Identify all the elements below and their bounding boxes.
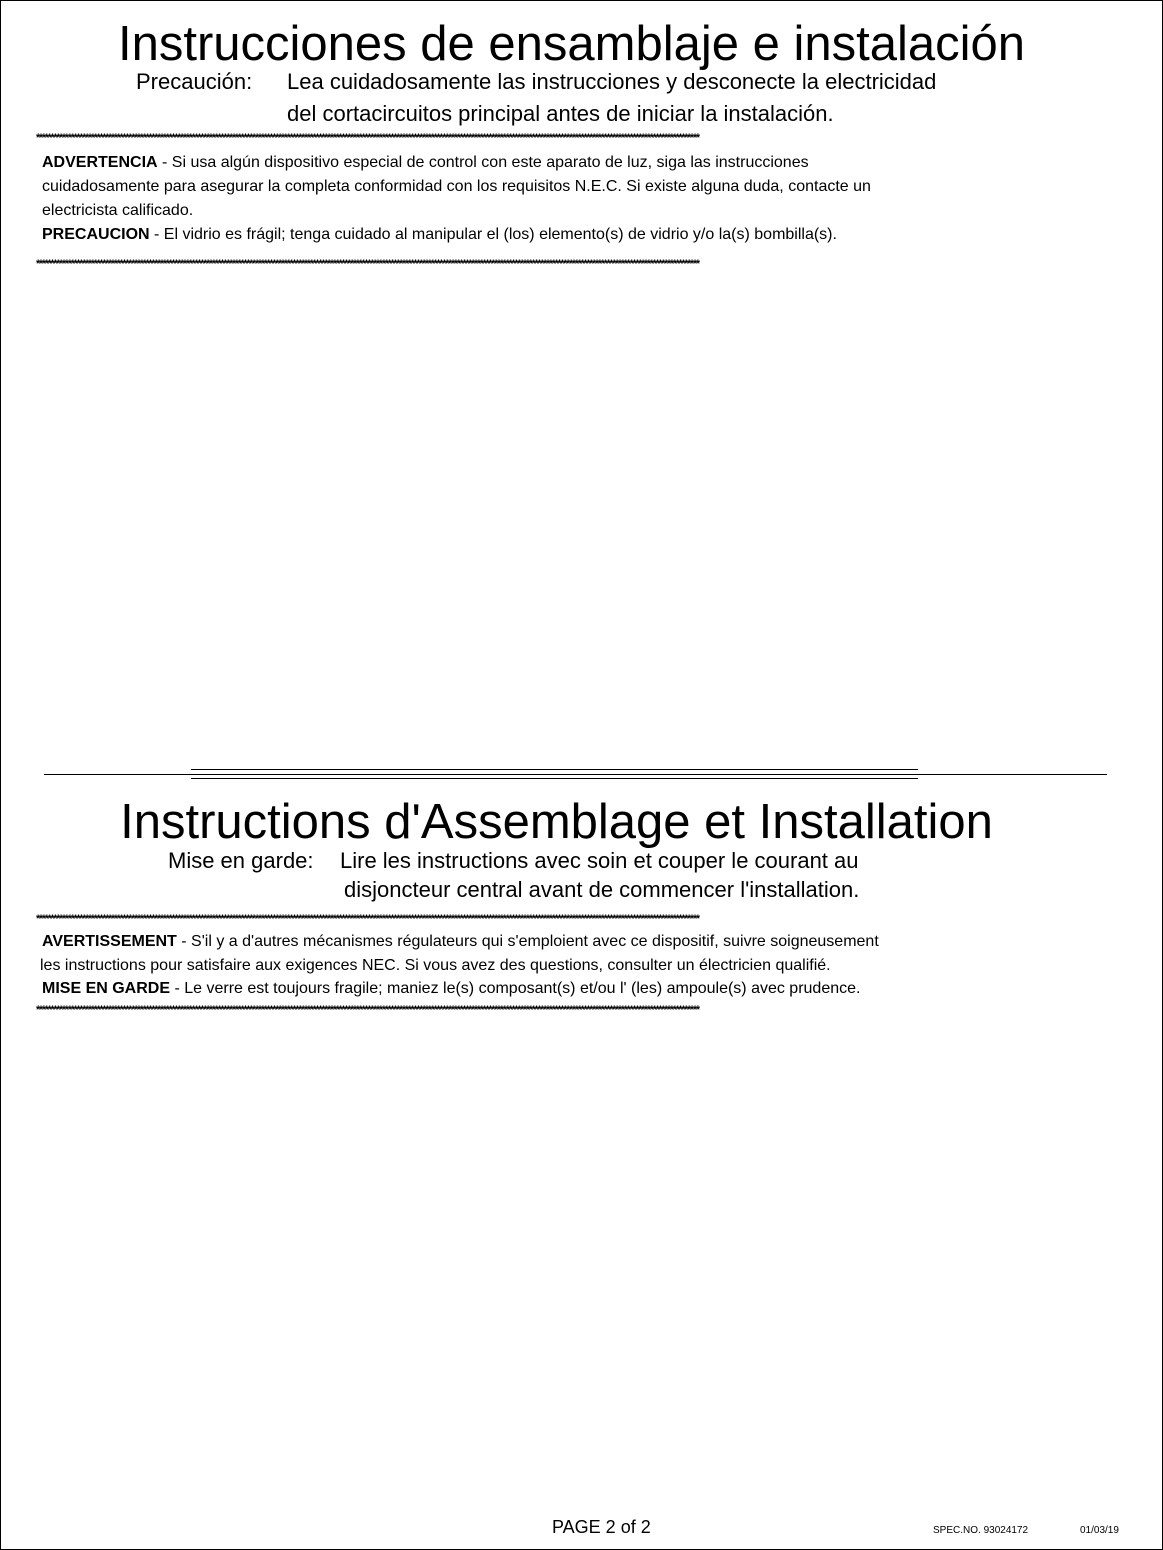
spanish-warning-text-1: - Si usa algún dispositivo especial de control con este aparato de luz, siga las instrucciones: [157, 154, 809, 171]
separator-stars: **************************************************************************************************************************************************************************************************************************************: [36, 1004, 699, 1016]
spanish-warning-line-1: [42, 151, 809, 175]
french-warning-line-1: [42, 930, 879, 954]
spanish-caution-line-2: del cortacircuitos principal antes de iniciar la instalación.: [287, 101, 834, 126]
spanish-precaution-text: - El vidrio es frágil; tenga cuidado al manipular el (los) elemento(s) de vidrio y/o la(s) bombilla(s).: [149, 226, 837, 243]
french-caution-label: Mise en garde:: [168, 848, 314, 873]
french-precaution-text: - Le verre est toujours fragile; maniez le(s) composant(s) et/ou l' (les) ampoule(s) avec prudence.: [170, 980, 861, 997]
section-divider-line: [44, 774, 1107, 775]
french-caution-line-1: Lire les instructions avec soin et couper le courant au: [340, 848, 859, 873]
separator-stars: **************************************************************************************************************************************************************************************************************************************: [36, 258, 699, 270]
french-warning-text-1: - S'il y a d'autres mécanismes régulateurs qui s'emploient avec ce dispositif, suivre soigneusement: [176, 933, 879, 950]
section-divider-line: [191, 778, 918, 779]
french-precaution-label: MISE EN GARDE: [42, 980, 171, 997]
spanish-precaution-label: PRECAUCION: [42, 226, 150, 243]
section-divider-line: [191, 769, 918, 770]
french-precaution-line: [42, 977, 860, 1001]
page-number: PAGE 2 of 2: [552, 1517, 651, 1537]
french-title: Instructions d'Assemblage et Installation: [120, 795, 993, 849]
spanish-caution-line-1: Lea cuidadosamente las instrucciones y desconecte la electricidad: [287, 69, 937, 94]
french-caution-line-2: disjoncteur central avant de commencer l'installation.: [344, 877, 860, 902]
document-date: 01/03/19: [1080, 1525, 1119, 1536]
spec-number: SPEC.NO. 93024172: [933, 1525, 1029, 1536]
spanish-precaution-line: [42, 223, 837, 247]
spanish-caution-label: Precaución:: [136, 69, 253, 94]
separator-stars: **************************************************************************************************************************************************************************************************************************************: [36, 132, 699, 144]
french-warning-line-2: les instructions pour satisfaire aux exigences NEC. Si vous avez des questions, consulter un électricien qualifié.: [40, 957, 831, 974]
separator-stars: **************************************************************************************************************************************************************************************************************************************: [36, 913, 699, 925]
spanish-warning-line-2: cuidadosamente para asegurar la completa conformidad con los requisitos N.E.C. Si existe alguna duda, contacte un: [42, 178, 871, 195]
spanish-warning-line-3: electricista calificado.: [42, 202, 194, 219]
spanish-warning-label: ADVERTENCIA: [42, 154, 158, 171]
spanish-title: Instrucciones de ensamblaje e instalación: [117, 17, 1026, 71]
french-warning-label: AVERTISSEMENT: [42, 933, 177, 950]
